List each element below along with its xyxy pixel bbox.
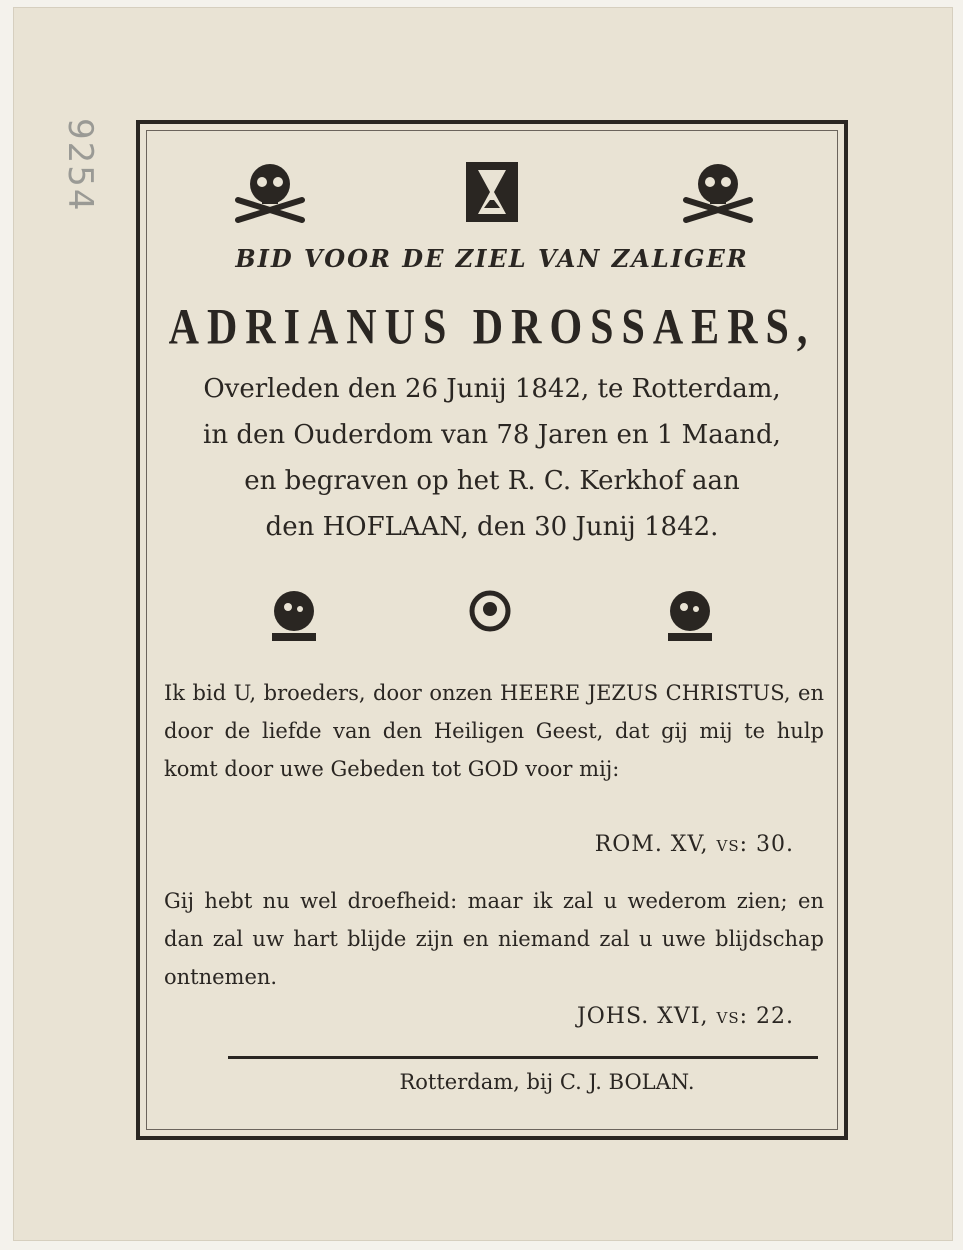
divider: [228, 1056, 818, 1059]
memorial-card: [14, 8, 952, 1240]
intro-line: BID VOOR DE ZIEL VAN ZALIGER: [235, 244, 749, 273]
verse-reference: JOHS. XVI, vs: 22.: [576, 1004, 794, 1029]
tree-icon: [664, 589, 716, 645]
middle-ornaments: [140, 589, 844, 659]
consolation-verse: Gij hebt nu wel droefheid: maar ik zal u wederom zien; en dan zal uw hart blijde zijn en niemand zal u uwe blijdschap ontnemen.: [164, 889, 824, 989]
flower-icon: [468, 589, 512, 633]
pencil-annotation: 9254: [60, 118, 100, 213]
verse-reference: ROM. XV, vs: 30.: [594, 832, 794, 857]
card-border: [136, 120, 848, 1140]
deceased-name: ADRIANUS DROSSAERS,: [168, 300, 816, 356]
skull-crossbones-icon: [232, 160, 308, 224]
tree-icon: [268, 589, 320, 645]
burial-date-line: den HOFLAAN, den 30 Junij 1842.: [265, 512, 719, 542]
top-ornaments: [140, 160, 844, 230]
death-line: Overleden den 26 Junij 1842, te Rotterdam,: [203, 374, 781, 404]
age-line: in den Ouderdom van 78 Jaren en 1 Maand,: [203, 420, 781, 450]
burial-line: en begraven op het R. C. Kerkhof aan: [244, 466, 740, 496]
prayer-verse: Ik bid U, broeders, door onzen HEERE JEZUS CHRISTUS, en door de liefde van den Heiligen Geest, dat gij mij te hulp komt door uwe Gebeden tot GOD voor mij:: [164, 681, 824, 781]
printer-imprint: Rotterdam, bij C. J. BOLAN.: [399, 1070, 695, 1094]
skull-crossbones-icon: [680, 160, 756, 224]
hourglass-icon: [464, 160, 520, 224]
